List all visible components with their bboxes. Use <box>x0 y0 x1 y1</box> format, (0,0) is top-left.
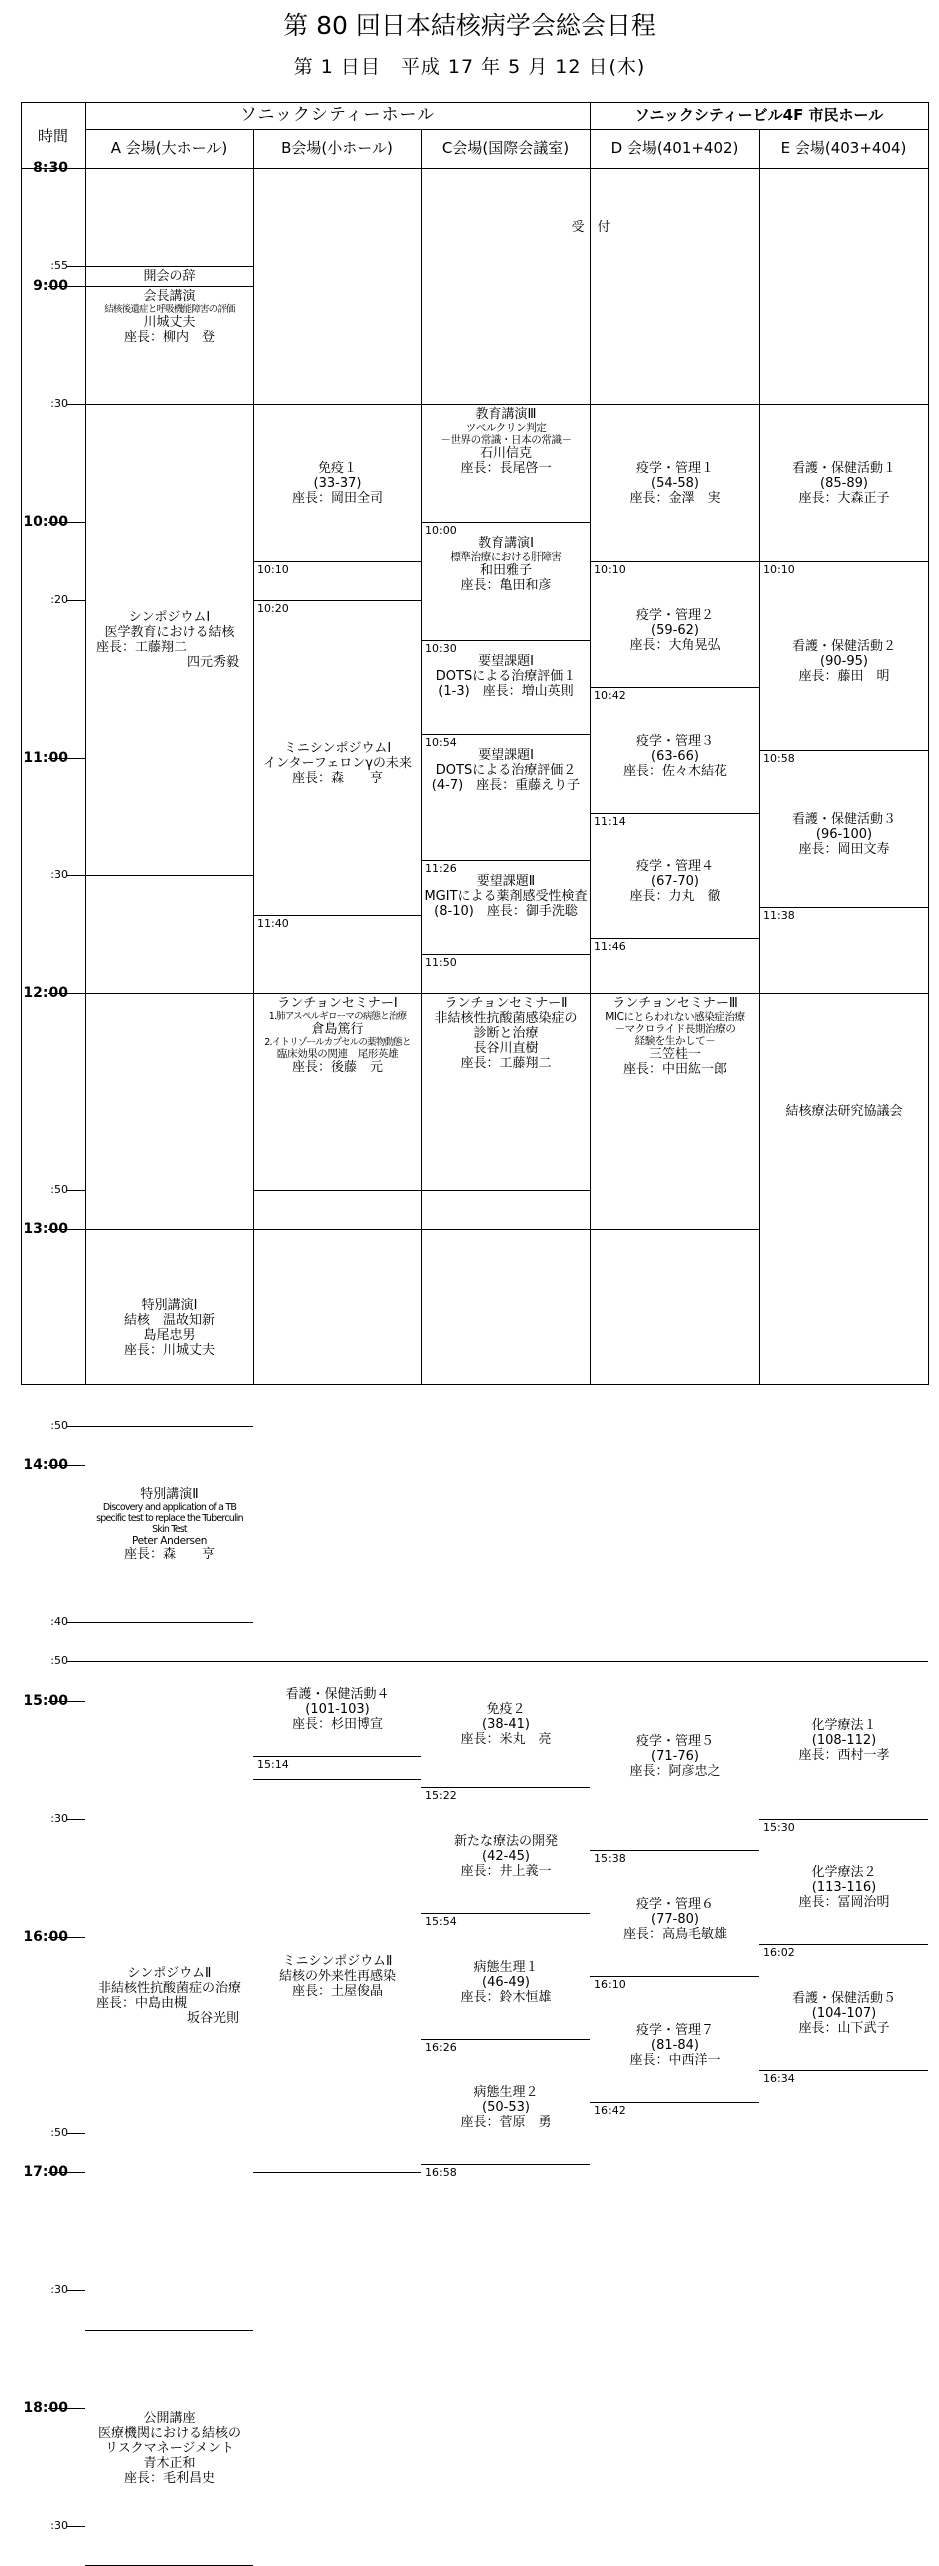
session-line: 座長：西村一孝 <box>798 1748 890 1763</box>
session-line: 倉島篤行 <box>311 1022 364 1037</box>
session-block[interactable] <box>422 1662 590 1787</box>
slot-time: 11:50 <box>425 956 457 969</box>
session-block[interactable] <box>422 1799 590 1913</box>
session-title: 受 付 <box>571 220 611 235</box>
session-block[interactable] <box>760 994 928 1229</box>
slot-time: 10:42 <box>594 689 626 702</box>
page-subtitle: 第 1 日目 平成 17 年 5 月 12 日(木) <box>293 56 646 78</box>
session-line: 座長：中田紘一郎 <box>622 1062 727 1077</box>
session-block[interactable] <box>86 405 253 875</box>
session-title: 化学療法２ <box>811 1865 877 1880</box>
session-title: 免疫１ <box>317 460 357 476</box>
room-header-c: C会場(国際会議室) <box>441 139 570 157</box>
session-block[interactable] <box>760 1662 928 1819</box>
session-title: 特別講演Ⅰ <box>141 1298 198 1313</box>
session-line: 座長：工藤翔二 <box>460 1056 552 1071</box>
session-line: 座長：井上義一 <box>460 1863 552 1879</box>
session-title: 会長講演 <box>143 289 196 304</box>
slot-time: 10:10 <box>594 563 626 576</box>
session-block[interactable] <box>86 267 253 286</box>
session-title: シンポジウムⅠ <box>128 610 211 625</box>
time-label: 14:00 <box>23 1457 68 1473</box>
session-line: 経験を生かして－ <box>634 1035 716 1047</box>
session-line: (101-103) <box>305 1701 370 1717</box>
session-line: 四元秀毅 <box>186 655 239 670</box>
session-line: 結核 温故知新 <box>123 1313 215 1328</box>
session-line: 座長：亀田和彦 <box>460 578 552 593</box>
session-rule <box>421 2039 590 2040</box>
room-header-d: D 会場(401+402) <box>610 139 739 157</box>
session-title: 要望課題Ⅰ <box>478 748 534 763</box>
slot-time: 10:30 <box>425 642 457 655</box>
session-line: 座長：森 亨 <box>291 771 383 786</box>
session-title: 疫学・管理３ <box>635 733 714 749</box>
session-line: 座長：岡田文寿 <box>798 842 890 857</box>
session-line: 座長：藤田 明 <box>798 669 890 684</box>
session-line: インターフェロンγの未来 <box>263 756 412 771</box>
slot-time: 16:26 <box>425 2041 457 2054</box>
session-title: 開会の辞 <box>143 269 196 284</box>
session-title: ミニシンポジウムⅠ <box>283 741 392 756</box>
time-label: :30 <box>50 868 68 881</box>
session-block[interactable] <box>591 825 759 938</box>
session-block[interactable] <box>591 1662 759 1850</box>
session-line: 座長：金澤 実 <box>629 490 721 506</box>
slot-time: 15:54 <box>425 1915 457 1928</box>
session-title: 疫学・管理２ <box>635 607 714 623</box>
time-label: :30 <box>50 2519 68 2532</box>
slot-time: 15:30 <box>763 1821 795 1834</box>
session-rule <box>590 1850 759 1851</box>
session-line: 座長：冨岡治明 <box>798 1895 890 1910</box>
session-title: 看護・保健活動５ <box>791 1990 896 2006</box>
time-label: :50 <box>50 1654 68 1667</box>
slot-time: 15:22 <box>425 1789 457 1802</box>
session-title: 要望課題Ⅱ <box>476 874 536 889</box>
time-tick <box>66 2290 85 2291</box>
session-line: (59-62) <box>651 622 699 638</box>
slot-time: 16:02 <box>763 1946 795 1959</box>
session-block[interactable] <box>254 1662 421 1756</box>
time-tick <box>66 2526 85 2527</box>
time-column-header: 時間 <box>37 126 68 145</box>
session-line: 座長：米丸 亮 <box>460 1732 552 1747</box>
session-title: 疫学・管理４ <box>635 859 714 874</box>
session-line: 座長：大森正子 <box>798 490 890 506</box>
session-block[interactable] <box>86 287 253 404</box>
slot-time: 11:46 <box>594 940 626 953</box>
session-line: 座長：川城丈夫 <box>123 1343 215 1358</box>
session-rule <box>759 561 928 562</box>
session-block[interactable] <box>422 872 590 954</box>
session-block[interactable] <box>591 1988 759 2102</box>
session-block[interactable] <box>254 1780 421 2172</box>
page-title: 第 80 回日本結核病学会総会日程 <box>283 11 656 40</box>
session-title: 教育講演Ⅲ <box>475 407 537 422</box>
session-title: ランチョンセミナーⅡ <box>444 996 568 1011</box>
session-line: DOTSによる治療評価１ <box>435 669 577 684</box>
session-block[interactable] <box>760 405 928 561</box>
session-line: 座長：杉田博宣 <box>291 1716 383 1732</box>
session-line: (38-41) <box>482 1717 530 1732</box>
session-line: 標準治療における肝障害 <box>450 551 562 563</box>
session-block[interactable] <box>422 652 590 734</box>
session-line: －世界の常識・日本の常識－ <box>440 434 572 446</box>
session-rule <box>253 1190 590 1191</box>
slot-time: 15:14 <box>257 1758 289 1771</box>
session-title: 看護・保健活動４ <box>285 1686 390 1702</box>
session-line: 座長：中西洋一 <box>629 2052 721 2068</box>
time-tick <box>66 2133 85 2134</box>
session-block[interactable] <box>422 1925 590 2039</box>
slot-time: 10:10 <box>257 563 289 576</box>
slot-time: 10:00 <box>425 524 457 537</box>
session-line: 座長：高鳥毛敏雄 <box>622 1926 727 1942</box>
session-title: 看護・保健活動１ <box>791 460 896 476</box>
session-title: 疫学・管理５ <box>635 1733 714 1749</box>
session-line: 座長：山下武子 <box>798 2020 890 2036</box>
session-block[interactable] <box>422 534 590 640</box>
session-rule <box>421 2164 590 2165</box>
slot-time: 11:38 <box>763 909 795 922</box>
session-line: (90-95) <box>820 654 868 669</box>
session-line: (113-116) <box>811 1880 877 1895</box>
session-block[interactable] <box>422 405 590 522</box>
session-line: 坂谷光則 <box>186 2011 239 2026</box>
session-title: 病態生理１ <box>473 1959 539 1975</box>
session-line: (46-49) <box>482 1974 530 1990</box>
slot-time: 10:20 <box>257 602 289 615</box>
session-line: Peter Andersen <box>132 1535 207 1547</box>
session-line: MGITによる薬剤感受性検査 <box>424 889 588 904</box>
time-label: :55 <box>50 259 68 272</box>
session-block[interactable] <box>760 573 928 750</box>
slot-time: 16:10 <box>594 1978 626 1991</box>
session-title: 疫学・管理６ <box>635 1896 714 1912</box>
time-label: 13:00 <box>23 1221 68 1237</box>
session-line: 長谷川直樹 <box>473 1041 539 1056</box>
session-rule <box>759 1819 928 1820</box>
time-label: :20 <box>50 593 68 606</box>
session-line: 青木正和 <box>143 2455 196 2471</box>
session-line: 座長：菅原 勇 <box>460 2115 552 2130</box>
session-title: 化学療法１ <box>811 1718 877 1733</box>
session-title: 疫学・管理１ <box>635 460 714 476</box>
session-line: 結核の外来性再感染 <box>278 1968 396 1984</box>
session-rule <box>85 875 253 876</box>
session-line: (63-66) <box>651 748 699 764</box>
session-line: (42-45) <box>482 1848 530 1864</box>
slot-time: 11:40 <box>257 917 289 930</box>
session-title: 公開講座 <box>143 2410 196 2426</box>
time-tick <box>66 266 85 267</box>
session-rule <box>253 2172 421 2173</box>
time-tick <box>66 1426 85 1427</box>
session-rule <box>759 907 928 908</box>
session-rule <box>253 600 421 601</box>
time-label: 8:30 <box>33 160 68 176</box>
venue-group-civic-hall: ソニックシティービル4F 市民ホール <box>634 106 884 124</box>
slot-time: 10:54 <box>425 736 457 749</box>
session-title: シンポジウムⅡ <box>127 1966 212 1981</box>
slot-time: 15:38 <box>594 1852 626 1865</box>
session-title: 新たな療法の開発 <box>453 1833 558 1849</box>
session-title: 疫学・管理７ <box>635 2022 714 2038</box>
session-block[interactable] <box>591 573 759 687</box>
slot-time: 16:58 <box>425 2166 457 2179</box>
time-tick <box>66 404 85 405</box>
room-header-b: B会場(小ホール) <box>281 139 393 157</box>
session-line: 臨床効果の関連 尾形英雄 <box>276 1048 399 1060</box>
session-line: 島尾忠男 <box>143 1328 196 1343</box>
session-title: 結核療法研究協議会 <box>785 1104 903 1119</box>
time-label: :30 <box>50 397 68 410</box>
session-line: 座長：力丸 徹 <box>629 889 721 904</box>
session-line: (8-10) 座長：御手洗聡 <box>434 904 578 919</box>
time-label: :50 <box>50 1419 68 1432</box>
session-line: 医学教育における結核 <box>104 625 235 640</box>
session-rule <box>421 1787 590 1788</box>
session-title: 看護・保健活動２ <box>791 639 896 654</box>
session-line: (4-7) 座長：重藤えり子 <box>431 778 581 793</box>
time-label: 10:00 <box>23 514 68 530</box>
session-title: 要望課題Ⅰ <box>478 654 534 669</box>
session-line: 座長：岡田全司 <box>291 490 383 506</box>
session-rule <box>253 561 421 562</box>
room-header-e: E 会場(403+404) <box>780 139 907 157</box>
session-line: 診断と治療 <box>473 1026 539 1041</box>
session-line: 非結核性抗酸菌感染症の <box>434 1011 578 1026</box>
slot-time: 16:34 <box>763 2072 795 2085</box>
session-line: 非結核性抗酸菌症の治療 <box>97 1981 241 1996</box>
session-line: 座長：阿彦忠之 <box>629 1763 721 1779</box>
venue-group-sonic-city-hall: ソニックシティーホール <box>239 105 436 125</box>
session-line: 2.イトリゾールカプセルの薬物動態と <box>264 1037 411 1048</box>
session-line: (33-37) <box>313 475 362 491</box>
session-line: 座長：毛利昌史 <box>123 2470 215 2486</box>
session-line: 座長：中島由槻 <box>96 1996 188 2011</box>
time-label: :30 <box>50 1812 68 1825</box>
session-rule <box>421 640 590 641</box>
session-block[interactable] <box>422 994 590 1190</box>
session-line: (50-53) <box>482 2100 530 2115</box>
session-block[interactable] <box>86 1230 253 1426</box>
time-tick <box>66 600 85 601</box>
session-line: (108-112) <box>811 1733 877 1748</box>
slot-time: 16:42 <box>594 2104 626 2117</box>
session-rule <box>85 1622 253 1623</box>
session-rule <box>421 734 590 735</box>
session-line: (54-58) <box>651 475 699 491</box>
session-block[interactable] <box>422 746 590 860</box>
session-rule <box>421 860 590 861</box>
slot-time: 11:26 <box>425 862 457 875</box>
session-block[interactable] <box>254 994 421 1190</box>
session-title: ランチョンセミナーⅢ <box>612 996 738 1011</box>
session-line: Discovery and application of a TB <box>102 1502 237 1513</box>
session-line: ツベルクリン判定 <box>465 422 547 434</box>
session-line: Skin Test <box>152 1524 187 1535</box>
session-rule <box>759 750 928 751</box>
session-line: (96-100) <box>815 827 873 842</box>
session-block[interactable] <box>254 405 421 561</box>
time-tick <box>66 1190 85 1191</box>
time-label: 15:00 <box>23 1693 68 1709</box>
session-line: 三笠桂一 <box>648 1047 701 1062</box>
header-mid-rule <box>85 129 928 130</box>
session-block[interactable] <box>254 169 928 286</box>
session-line: 石川信克 <box>479 446 532 461</box>
session-line: (104-107) <box>811 2005 877 2021</box>
time-label: :40 <box>50 1615 68 1628</box>
session-rule <box>590 1976 759 1977</box>
time-label: 12:00 <box>23 985 68 1001</box>
room-header-a: A 会場(大ホール) <box>110 139 228 157</box>
session-title: 教育講演Ⅰ <box>478 536 534 551</box>
session-block[interactable] <box>254 612 421 915</box>
slot-time: 10:58 <box>763 752 795 765</box>
slot-time: 11:14 <box>594 815 626 828</box>
session-line: 座長：大角晃弘 <box>629 637 721 653</box>
session-line: 1.肺アスペルギローマの病態と治療 <box>268 1011 407 1022</box>
time-tick <box>66 1661 85 1662</box>
session-title: 特別講演Ⅱ <box>140 1487 199 1502</box>
session-line: MICにとらわれない感染症治療 <box>605 1011 745 1023</box>
session-block[interactable] <box>760 1956 928 2070</box>
session-line: 座長：工藤翔二 <box>96 640 188 655</box>
session-line: 座長：森 亨 <box>123 1547 215 1562</box>
session-block[interactable] <box>591 1862 759 1976</box>
time-label: 9:00 <box>33 278 68 294</box>
session-rule <box>590 938 759 939</box>
session-line: DOTSによる治療評価２ <box>435 763 577 778</box>
session-rule <box>590 2102 759 2103</box>
session-block[interactable] <box>86 1427 253 1622</box>
time-label: 18:00 <box>23 2400 68 2416</box>
column-divider <box>928 102 929 1384</box>
session-line: 川城丈夫 <box>143 315 196 330</box>
time-tick <box>66 1622 85 1623</box>
session-block[interactable] <box>86 2331 253 2565</box>
session-rule <box>421 1913 590 1914</box>
session-block[interactable] <box>760 762 928 907</box>
session-line: リスクマネージメント <box>104 2440 235 2456</box>
session-rule <box>421 522 590 523</box>
session-line: 座長：土屋俊晶 <box>291 1983 383 1999</box>
session-line: (1-3) 座長：増山英則 <box>438 684 574 699</box>
session-block[interactable] <box>591 405 759 561</box>
session-line: (81-84) <box>651 2037 699 2053</box>
time-tick <box>66 1819 85 1820</box>
time-label: :50 <box>50 1183 68 1196</box>
session-line: 座長：長尾啓一 <box>460 461 552 476</box>
session-rule <box>590 687 759 688</box>
session-rule <box>253 1756 421 1757</box>
table-border-top <box>21 102 928 103</box>
time-label: :30 <box>50 2283 68 2296</box>
session-rule <box>759 1944 928 1945</box>
session-line: 医療機関における結核の <box>97 2425 241 2441</box>
time-label: 17:00 <box>23 2164 68 2180</box>
session-block[interactable] <box>591 699 759 813</box>
session-line: 結核後遺症と呼吸機能障害の評価 <box>104 304 235 315</box>
session-block[interactable] <box>422 2051 590 2164</box>
session-block[interactable] <box>760 1831 928 1944</box>
session-title: 免疫２ <box>486 1702 526 1717</box>
session-line: 座長：佐々木結花 <box>622 763 727 779</box>
session-rule <box>590 561 759 562</box>
session-line: (77-80) <box>651 1911 699 1927</box>
session-title: 病態生理２ <box>473 2085 539 2100</box>
slot-time: 10:10 <box>763 563 795 576</box>
session-title: ミニシンポジウムⅡ <box>282 1953 393 1969</box>
session-rule <box>421 954 590 955</box>
session-line: (85-89) <box>820 475 868 491</box>
session-line: 座長：柳内 登 <box>123 330 215 345</box>
session-title: ランチョンセミナーⅠ <box>277 996 398 1011</box>
session-line: (67-70) <box>651 874 699 889</box>
session-rule <box>759 2070 928 2071</box>
session-line: 座長：鈴木恒雄 <box>460 1989 552 2005</box>
session-rule <box>253 915 421 916</box>
session-block[interactable] <box>591 994 759 1229</box>
session-rule <box>590 813 759 814</box>
time-label: :50 <box>50 2126 68 2139</box>
session-line: －マクロライド長期治療の <box>614 1023 736 1035</box>
session-line: (71-76) <box>651 1748 699 1764</box>
session-line: specific test to replace the Tuberculin <box>96 1513 243 1524</box>
session-block[interactable] <box>86 1662 253 2330</box>
session-title: 看護・保健活動３ <box>791 812 896 827</box>
session-line: 座長：後藤 元 <box>291 1060 383 1075</box>
time-tick <box>66 875 85 876</box>
time-label: 16:00 <box>23 1929 68 1945</box>
time-label: 11:00 <box>23 750 68 766</box>
session-line: 和田雅子 <box>479 563 532 578</box>
